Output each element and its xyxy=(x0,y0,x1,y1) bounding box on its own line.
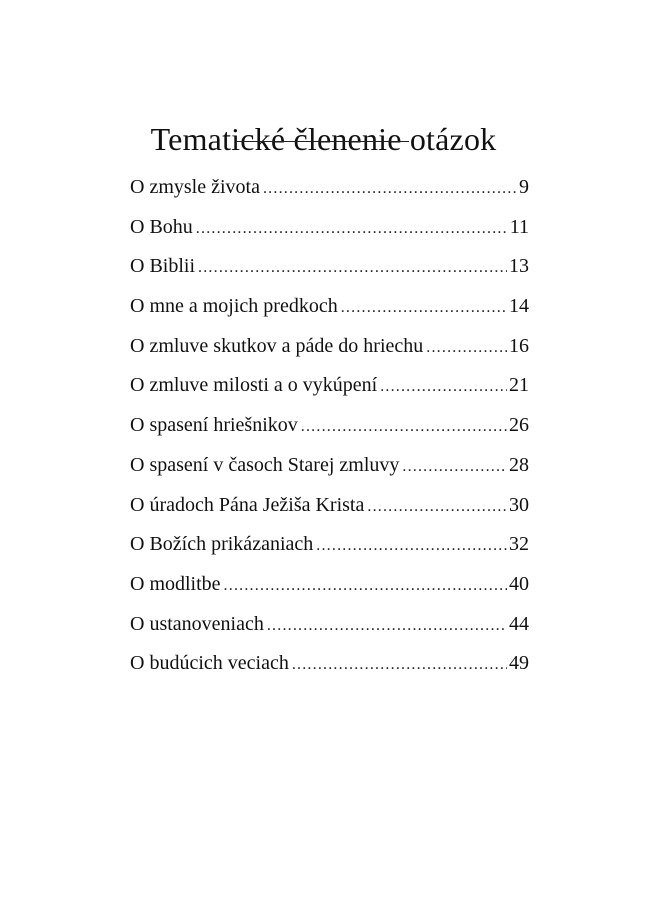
toc-entry-label: O budúcich veciach xyxy=(130,652,289,675)
title-underline xyxy=(237,141,409,142)
toc-entry-page: 49 xyxy=(509,652,529,675)
toc-entry-page: 40 xyxy=(509,572,529,595)
toc-entry xyxy=(130,605,529,645)
toc-entry xyxy=(130,366,529,406)
toc-entry-label: O zmluve milosti a o vykúpení xyxy=(130,374,378,397)
dot-leader xyxy=(316,526,507,566)
toc-entry-label: O spasení hriešnikov xyxy=(130,414,298,437)
toc-entry-page: 44 xyxy=(509,612,529,635)
dot-leader xyxy=(263,169,517,209)
toc-entry-label: O modlitbe xyxy=(130,572,221,595)
toc-entry xyxy=(130,327,529,367)
toc-entry xyxy=(130,247,529,287)
toc-entry-page: 30 xyxy=(509,493,529,516)
toc-entry xyxy=(130,168,529,208)
toc-entry-page: 13 xyxy=(509,255,529,278)
toc-entry xyxy=(130,644,529,684)
toc-entry xyxy=(130,525,529,565)
page-title: Tematické členenie otázok xyxy=(150,121,497,158)
dot-leader xyxy=(402,447,507,487)
dot-leader xyxy=(301,407,507,447)
toc-entry-page: 32 xyxy=(509,533,529,556)
toc-entry-label: O ustanoveniach xyxy=(130,612,264,635)
dot-leader xyxy=(196,209,508,249)
toc-entry-label: O Biblii xyxy=(130,255,196,278)
toc-entry xyxy=(130,287,529,327)
toc-entry-page: 9 xyxy=(519,176,529,198)
toc-entry xyxy=(130,446,529,486)
toc-entry-page: 16 xyxy=(509,334,529,357)
toc-entry-page: 11 xyxy=(509,215,529,238)
toc-entry xyxy=(130,486,529,526)
toc-entry-page: 21 xyxy=(509,374,529,397)
toc-entry-label: O zmluve skutkov a páde do hriechu xyxy=(130,334,424,357)
dot-leader xyxy=(292,645,507,685)
toc-entry-label: O Božích prikázaniach xyxy=(130,533,314,556)
dot-leader xyxy=(198,248,507,288)
dot-leader xyxy=(341,288,507,328)
toc-entry-label: O Bohu xyxy=(130,215,193,238)
toc-entry-label: O spasení v časoch Starej zmluvy xyxy=(130,453,400,476)
toc-entry-label: O úradoch Pána Ježiša Krista xyxy=(130,493,365,516)
toc-entry xyxy=(130,208,529,248)
toc-entry-label: O zmysle života xyxy=(130,176,260,198)
toc-entry-page: 26 xyxy=(509,414,529,437)
toc-entry xyxy=(130,406,529,446)
dot-leader xyxy=(224,566,507,606)
table-of-contents xyxy=(130,168,529,684)
toc-entry-label: O mne a mojich predkoch xyxy=(130,295,338,318)
dot-leader xyxy=(267,606,507,646)
dot-leader xyxy=(380,367,507,407)
toc-entry-page: 14 xyxy=(509,295,529,318)
dot-leader xyxy=(367,487,507,527)
dot-leader xyxy=(426,328,507,368)
toc-entry xyxy=(130,565,529,605)
toc-entry-page: 28 xyxy=(509,453,529,476)
